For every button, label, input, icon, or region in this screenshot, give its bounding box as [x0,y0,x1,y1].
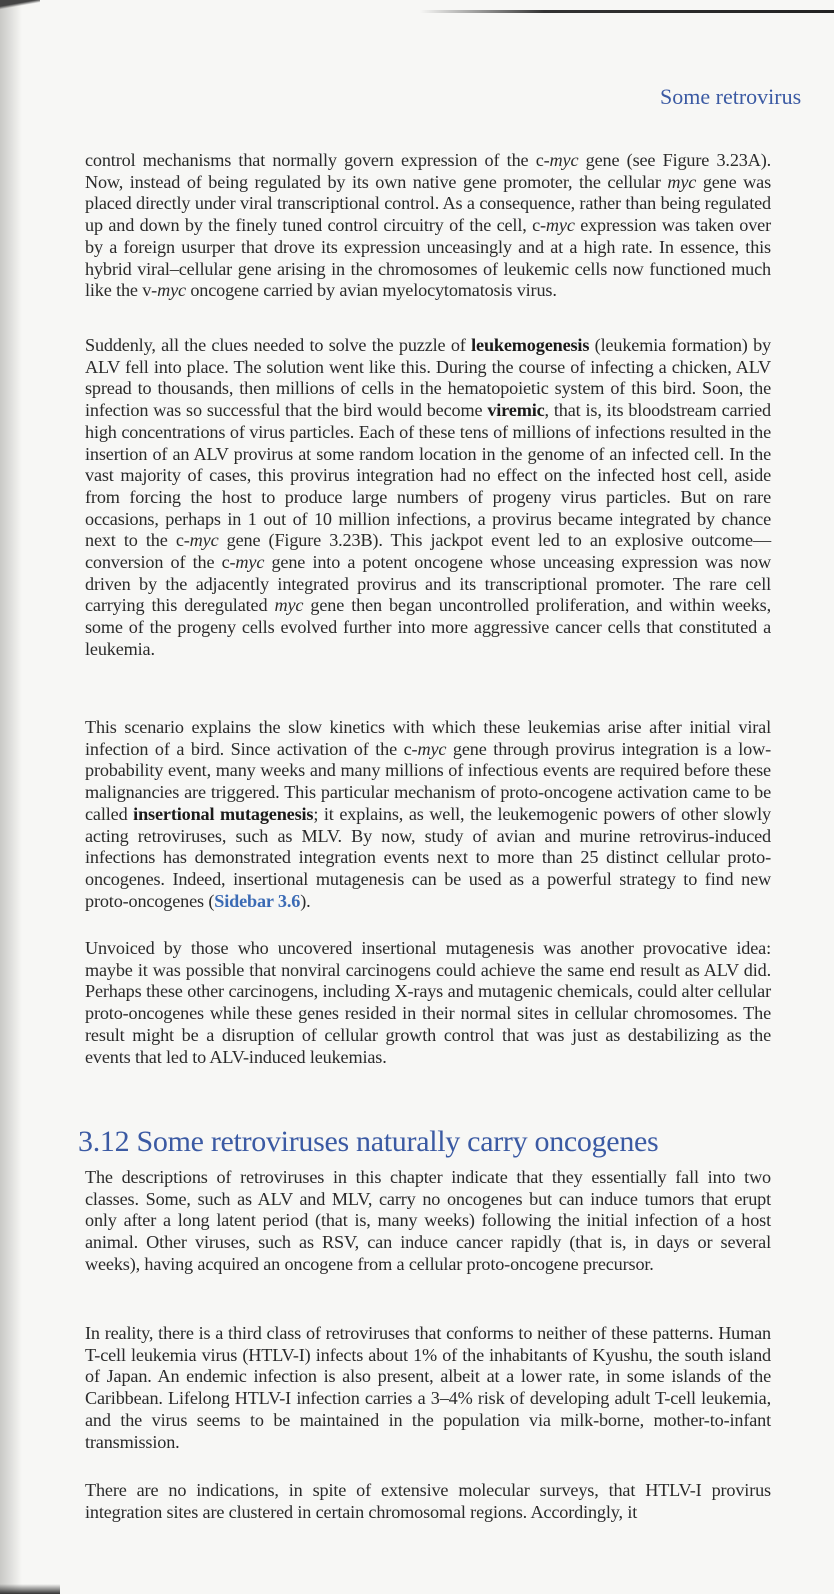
paragraph [85,717,771,912]
text-run: In reality, there is a third class of retroviruses that conforms to neither of these patterns. Human T-cell leukemia virus (HTLV-I) infects about 1% of the inhabitants of Kyushu, the south island of Japan. An endemic infection is also present, albeit at a lower rate, in some islands of the Caribbean. Lifelong HTLV-I infection carries a 3–4% risk of developing adult T-cell leukemia, and the virus seems to be maintained in the population via milk-borne, mother-to-infant transmission. [85,1323,771,1452]
text-run: oncogene carried by avian myelocytomatosis virus. [185,280,557,301]
key-term: leukemogenesis [471,335,590,355]
text-run: expression was taken over by a foreign usurper that drove its expression unceasingly and at a high rate. In essence, this hybrid viral–cellular gene arising in the chromosomes of leukemic cells now functioned much like the v- [85,215,771,301]
paragraph [85,335,771,661]
page-binding-shadow [0,0,22,1594]
text-run: gene (Figure 3.23B). This jackpot event led to an explosive outcome—conversion of the c- [85,530,771,573]
text-run: control mechanisms that normally govern expression of the c- [85,150,550,170]
text-run: This scenario explains the slow kinetics with which these leukemias arise after initial viral infection of a bird. Since activation of the c- [85,717,771,759]
gene-name: myc [545,215,575,236]
gene-name: myc [667,171,697,192]
text-run: ). [300,890,311,911]
key-term: viremic [487,400,545,421]
text-run: (leukemia formation) by ALV fell into place. The solution went like this. During the course of infecting a chicken, ALV spread to thousands, then millions of cells in the hematopoietic system of this bird. Soon, the infection was so successful that the bird would become [85,335,771,421]
text-run: gene through provirus integration is a low-probability event, many weeks and many millions of infectious events are required before these malignancies are triggered. This particular mechanism of proto-oncogene activation came to be called [85,738,771,824]
text-run: gene into a potent oncogene whose unceasing expression was now driven by the adjacently integrated provirus and its transcriptional promoter. The rare cell carrying this deregulated [85,552,771,616]
paragraph [85,938,771,1068]
scan-corner-shadow [0,0,40,14]
sidebar-link[interactable]: Sidebar 3.6 [214,890,301,911]
text-run: Suddenly, all the clues needed to solve the puzzle of [85,335,472,355]
gene-name: myc [417,738,447,759]
gene-name: myc [189,530,219,551]
text-run: gene was placed directly under viral transcriptional control. As a consequence, rather than being regulated up and down by the finely tuned control circuitry of the cell, c- [85,171,771,236]
text-run: gene (see Figure 3.23A). Now, instead of being regulated by its own native gene promoter, the cellular [85,150,771,192]
gene-name: myc [235,552,265,573]
paragraph [85,150,771,302]
running-head: Some retrovirus [660,84,802,109]
text-run: There are no indications, in spite of extensive molecular surveys, that HTLV-I provirus integration sites are clustered in certain chromosomal regions. Accordingly, it [85,1480,771,1522]
key-term: insertional mutagenesis [133,803,314,824]
paragraph [85,1323,771,1453]
text-run: gene then began uncontrolled proliferation, and within weeks, some of the progeny cells evolved further into more aggressive cancer cells that constituted a leukemia. [85,595,771,659]
text-run: ; it explains, as well, the leukemogenic powers of other slowly acting retroviruses, such as MLV. By now, study of avian and murine retrovirus-induced infections has demonstrated integration events next to more than 25 distinct cellular proto-oncogenes. Indeed, insertional mutagenesis can be used as a powerful strategy to find new proto-oncogenes ( [85,803,771,911]
text-run: The descriptions of retroviruses in this chapter indicate that they essentially fall into two classes. Some, such as ALV and MLV, carry no oncogenes but can induce tumors that erupt only after a long latent period (that is, many weeks) following the initial infection of a host animal. Other viruses, such as RSV, can induce cancer rapidly (that is, in days or several weeks), having acquired an oncogene from a cellular proto-oncogene precursor. [85,1167,771,1274]
paragraph [85,1167,771,1276]
gene-name: myc [274,595,304,616]
paragraph [85,1480,771,1523]
text-run: , that is, its bloodstream carried high concentrations of virus particles. Each of these tens of millions of infections resulted in the insertion of an ALV provirus at some random location in the genome of an infected cell. In the vast majority of cases, this provirus integration had no effect on the infected host cell, aside from forcing the host to produce large numbers of progeny virus particles. But on rare occasions, perhaps in 1 out of 10 million infections, a provirus became integrated by chance next to the c- [85,400,772,551]
top-rule [420,10,834,13]
scan-corner-shadow [0,1584,60,1594]
gene-name: myc [549,150,579,170]
text-run: Unvoiced by those who uncovered insertional mutagenesis was another provocative idea: maybe it was possible that nonviral carcinogens could achieve the same end result as ALV did. Perhaps these other carcinogens, including X-rays and mutagenic chemicals, could alter cellular proto-oncogenes while these genes resided in their normal sites in cellular chromosomes. The result might be a disruption of cellular growth control that was just as destabilizing as the events that led to ALV-induced leukemias. [85,938,771,1067]
section-heading: 3.12 Some retroviruses naturally carry oncogenes [78,1125,659,1158]
gene-name: myc [157,280,186,301]
